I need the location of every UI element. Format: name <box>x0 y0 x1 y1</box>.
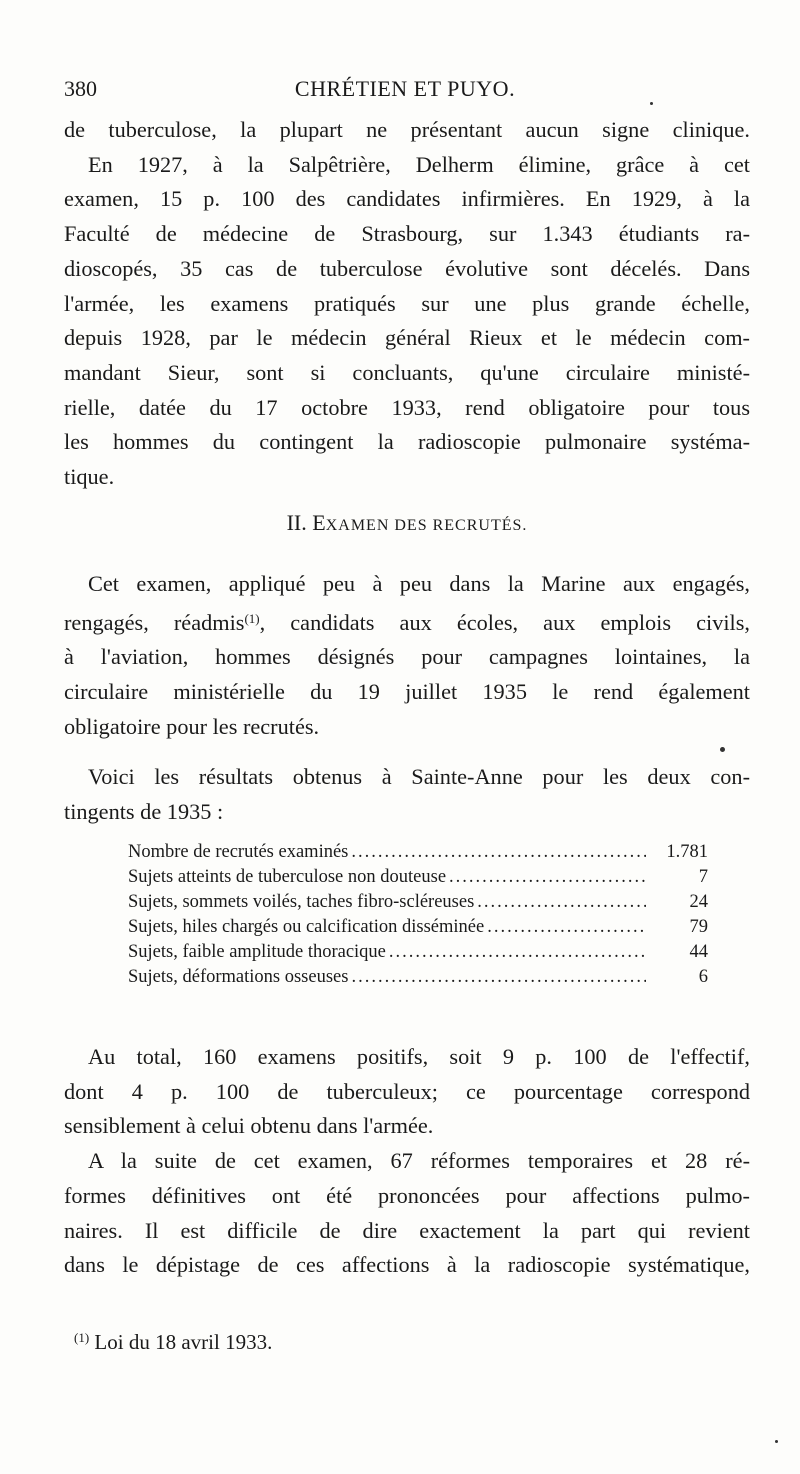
results-label: Sujets, déformations osseuses <box>128 967 349 987</box>
results-label: Sujets, sommets voilés, taches fibro-scléreuses <box>128 892 475 912</box>
dot-leader <box>351 840 646 865</box>
results-row <box>128 940 708 965</box>
footnote-reference: (1) <box>244 610 260 626</box>
paragraph-tuberculosis-screening <box>64 113 750 495</box>
text-line: sensiblement à celui obtenu dans l'armée. <box>64 1113 434 1139</box>
section-title-small-caps: XAMEN DES RECRUTÉS. <box>325 517 528 534</box>
dot-leader <box>477 890 646 915</box>
page-number: 380 <box>64 76 97 101</box>
results-value: 6 <box>698 967 708 987</box>
text-line: dans le dépistage de ces affections à la radioscopie systématique, <box>64 1252 750 1278</box>
text-line: rielle, datée du 17 octobre 1933, rend obligatoire pour tous <box>64 394 750 420</box>
results-value: 7 <box>698 867 708 887</box>
text-line: depuis 1928, par le médecin général Rieux et le médecin com- <box>64 325 750 351</box>
text-line: tingents de 1935 : <box>64 798 224 824</box>
results-value: 1.781 <box>666 842 708 862</box>
results-table <box>128 840 708 990</box>
text-line: Voici les résultats obtenus à Sainte-Anne pour les deux con- <box>88 764 750 789</box>
footnote-marker: (1) <box>74 1330 90 1345</box>
text-fragment: , candidats aux écoles, aux emplois civils, <box>259 609 751 635</box>
text-line: tique. <box>64 464 115 490</box>
text-line: dioscopés, 35 cas de tuberculose évolutive sont décelés. Dans <box>64 255 750 281</box>
dot-leader <box>351 965 646 990</box>
results-row <box>128 915 708 940</box>
results-label: Sujets atteints de tuberculose non douteuse <box>128 867 447 887</box>
paragraph-totals <box>64 1040 750 1283</box>
text-line: les hommes du contingent la radioscopie pulmonaire systéma- <box>64 429 750 455</box>
print-speck <box>650 102 653 105</box>
text-fragment: rengagés, réadmis <box>64 609 245 635</box>
results-row <box>128 890 708 915</box>
results-value: 79 <box>689 917 708 937</box>
results-row <box>128 840 708 865</box>
text-line-with-note <box>64 602 750 641</box>
text-line: Cet examen, appliqué peu à peu dans la Marine aux engagés, <box>88 571 750 596</box>
text-line: En 1927, à la Salpêtrière, Delherm élimine, grâce à cet <box>88 151 750 177</box>
print-speck <box>720 747 725 752</box>
text-line: à l'aviation, hommes désignés pour campagnes lointaines, la <box>64 644 750 670</box>
section-number: II. <box>286 510 307 535</box>
results-row <box>128 965 708 990</box>
text-line: naires. Il est difficile de dire exactement la part qui revient <box>64 1217 750 1243</box>
results-label: Sujets, hiles chargés ou calcification disséminée <box>128 917 485 937</box>
paragraph-recruit-exam <box>64 567 750 745</box>
dot-leader <box>389 940 646 965</box>
text-line: Au total, 160 examens positifs, soit 9 p. 100 de l'effectif, <box>88 1044 750 1069</box>
dot-leader <box>487 915 646 940</box>
text-line: de tuberculose, la plupart ne présentant aucun signe clinique. <box>64 117 750 142</box>
results-row <box>128 865 708 890</box>
text-line: formes définitives ont été prononcées pour affections pulmo- <box>64 1182 750 1208</box>
text-line: circulaire ministérielle du 19 juillet 1935 le rend également <box>64 679 750 705</box>
footnote <box>74 1330 272 1355</box>
section-heading <box>64 510 750 536</box>
results-label: Sujets, faible amplitude thoracique <box>128 942 386 962</box>
text-line: dont 4 p. 100 de tuberculeux; ce pourcentage correspond <box>64 1078 750 1104</box>
section-title-initial: E <box>312 510 326 535</box>
running-title: CHRÉTIEN ET PUYO. <box>294 76 516 101</box>
print-speck <box>775 1440 778 1443</box>
results-label: Nombre de recrutés examinés <box>128 842 349 862</box>
text-line: l'armée, les examens pratiqués sur une plus grande échelle, <box>64 290 750 316</box>
running-head <box>60 76 750 106</box>
text-line: Faculté de médecine de Strasbourg, sur 1.343 étudiants ra- <box>64 221 750 247</box>
results-value: 24 <box>689 892 708 912</box>
section-title <box>312 510 527 535</box>
text-line: obligatoire pour les recrutés. <box>64 713 320 739</box>
footnote-text: Loi du 18 avril 1933. <box>94 1330 273 1354</box>
dot-leader <box>449 865 646 890</box>
text-line: mandant Sieur, sont si concluants, qu'une circulaire ministé- <box>64 359 750 385</box>
results-value: 44 <box>689 942 708 962</box>
text-line: A la suite de cet examen, 67 réformes temporaires et 28 ré- <box>88 1148 750 1174</box>
paragraph-results-intro <box>64 760 750 829</box>
text-line: examen, 15 p. 100 des candidates infirmières. En 1929, à la <box>64 186 750 212</box>
